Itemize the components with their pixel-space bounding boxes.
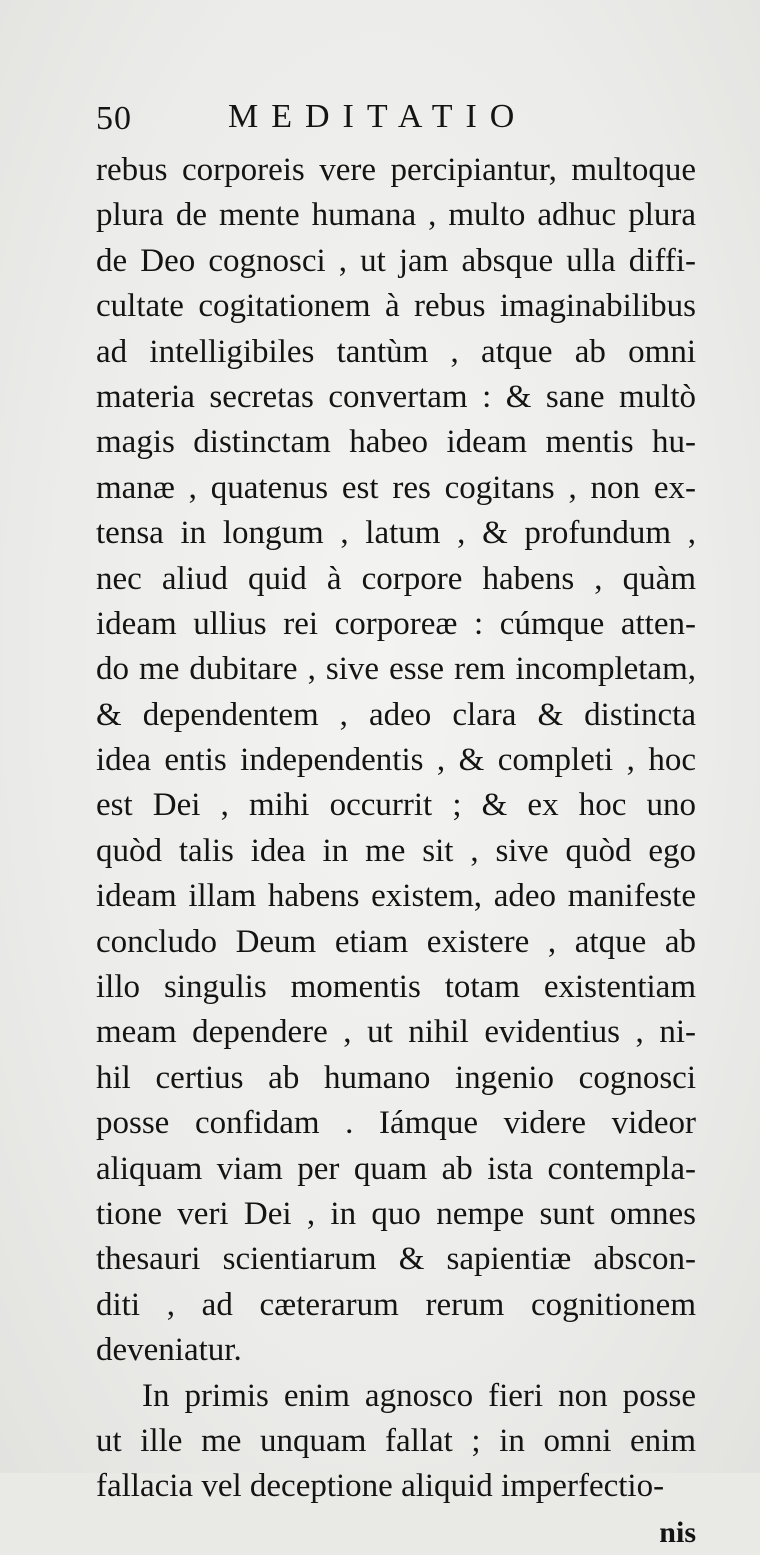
text-line: de Deo cognosci , ut jam absque ulla diffi- — [96, 242, 696, 279]
text-line: deveniatur. — [96, 1332, 242, 1369]
paragraph-2 — [96, 1374, 696, 1510]
text-line: thesauri scientiarum & sapientiæ abscon- — [96, 1241, 696, 1278]
text-line: hil certius ab humano ingenio cognosci — [96, 1059, 696, 1096]
text-line: diti , ad cæterarum rerum cognitionem — [96, 1286, 696, 1323]
text-line: plura de mente humana , multo adhuc plura — [96, 197, 696, 234]
text-line: manæ , quatenus est res cogitans , non ex- — [96, 469, 696, 506]
text-line: In primis enim agnosco fieri non posse — [142, 1377, 696, 1414]
page-header — [96, 96, 696, 142]
text-line: ideam illam habens existem, adeo manifeste — [96, 878, 696, 915]
text-line: & dependentem , adeo clara & distincta — [96, 696, 696, 733]
text-line: cultate cogitationem à rebus imaginabilibus — [96, 288, 696, 325]
text-line: magis distinctam habeo ideam mentis hu- — [96, 424, 696, 461]
catchword: nis — [659, 1515, 696, 1549]
page-number: 50 — [96, 100, 132, 137]
text-line: concludo Deum etiam existere , atque ab — [96, 923, 696, 960]
text-line: materia secretas convertam : & sane multò — [96, 378, 696, 415]
paragraph-1 — [96, 148, 696, 1374]
text-line: idea entis independentis , & completi , hoc — [96, 742, 696, 779]
text-line: est Dei , mihi occurrit ; & ex hoc uno — [96, 787, 696, 824]
text-line: do me dubitare , sive esse rem incompletam, — [96, 651, 696, 688]
text-line: nec aliud quid à corpore habens , quàm — [96, 560, 696, 597]
text-line: tensa in longum , latum , & profundum , — [96, 515, 696, 552]
body-text — [96, 148, 696, 1555]
text-line: aliquam viam per quam ab ista contempla- — [96, 1150, 696, 1187]
text-line: fallacia vel deceptione aliquid imperfectio- — [96, 1468, 665, 1505]
text-line: tione veri Dei , in quo nempe sunt omnes — [96, 1195, 696, 1232]
text-line: posse confidam . Iámque videre videor — [96, 1105, 696, 1142]
text-line: ut ille me unquam fallat ; in omni enim — [96, 1422, 696, 1459]
text-line: meam dependere , ut nihil evidentius , ni- — [96, 1014, 696, 1051]
text-line: quòd talis idea in me sit , sive quòd ego — [96, 832, 696, 869]
text-line: ad intelligibiles tantùm , atque ab omni — [96, 333, 696, 370]
text-line: ideam ullius rei corporeæ : cúmque atten- — [96, 605, 696, 642]
text-line: illo singulis momentis totam existentiam — [96, 969, 696, 1006]
text-line: rebus corporeis vere percipiantur, multoque — [96, 152, 696, 188]
running-head: MEDITATIO — [228, 98, 528, 135]
